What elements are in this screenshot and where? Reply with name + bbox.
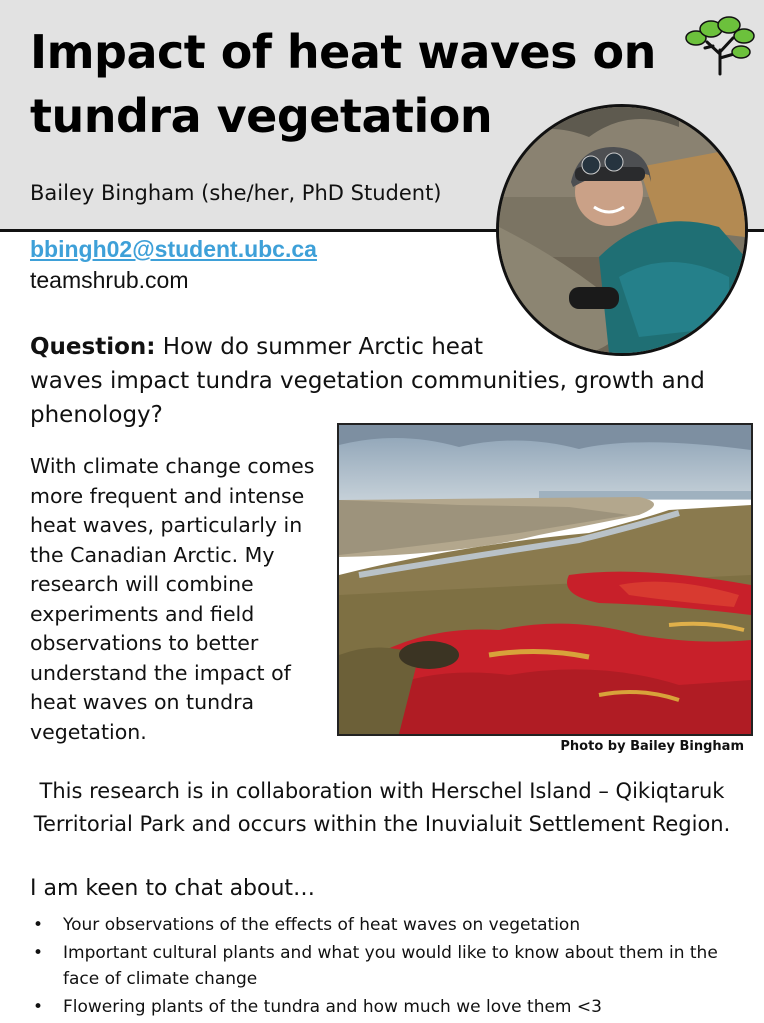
research-question — [30, 330, 730, 432]
photo-caption: Photo by Bailey Bingham — [560, 739, 744, 754]
list-item: • Flowering plants of the tundra and how much we love them <3 — [30, 994, 750, 1020]
bullet-icon: • — [33, 943, 44, 963]
research-description: With climate change comes more frequent and intense heat waves, particularly in the Canadian Arctic. My research will combine experiments and field observations to better understand the impact of heat waves on tundra vegetation. — [30, 454, 315, 744]
list-item: • Important cultural plants and what you would like to know about them in the face of climate change — [30, 940, 750, 992]
landscape-illustration — [339, 425, 751, 734]
chat-heading: I am keen to chat about… — [30, 876, 316, 901]
poster-title: Impact of heat waves on tundra vegetation — [30, 25, 656, 143]
author-line: Bailey Bingham (she/her, PhD Student) — [30, 181, 442, 205]
website-text: teamshrub.com — [30, 267, 189, 293]
bullet-icon: • — [33, 997, 44, 1017]
question-label: Question: — [30, 334, 156, 360]
collaboration-statement: This research is in collaboration with Herschel Island – Qikiqtaruk Territorial Park and occurs within the Inuvialuit Settlement Region. — [33, 779, 731, 836]
question-rest: waves impact tundra vegetation communities, growth and phenology? — [30, 368, 705, 428]
bullet-icon: • — [33, 915, 44, 935]
researcher-portrait — [496, 104, 748, 356]
tundra-landscape-photo — [337, 423, 753, 736]
shrub-tree-icon — [683, 14, 757, 76]
email-link[interactable]: bbingh02@student.ubc.ca — [30, 236, 317, 262]
chat-topic-list — [30, 912, 750, 1022]
list-item: • Your observations of the effects of heat waves on vegetation — [30, 912, 750, 938]
portrait-illustration — [499, 107, 745, 353]
question-line-1: How do summer Arctic heat — [162, 334, 484, 360]
